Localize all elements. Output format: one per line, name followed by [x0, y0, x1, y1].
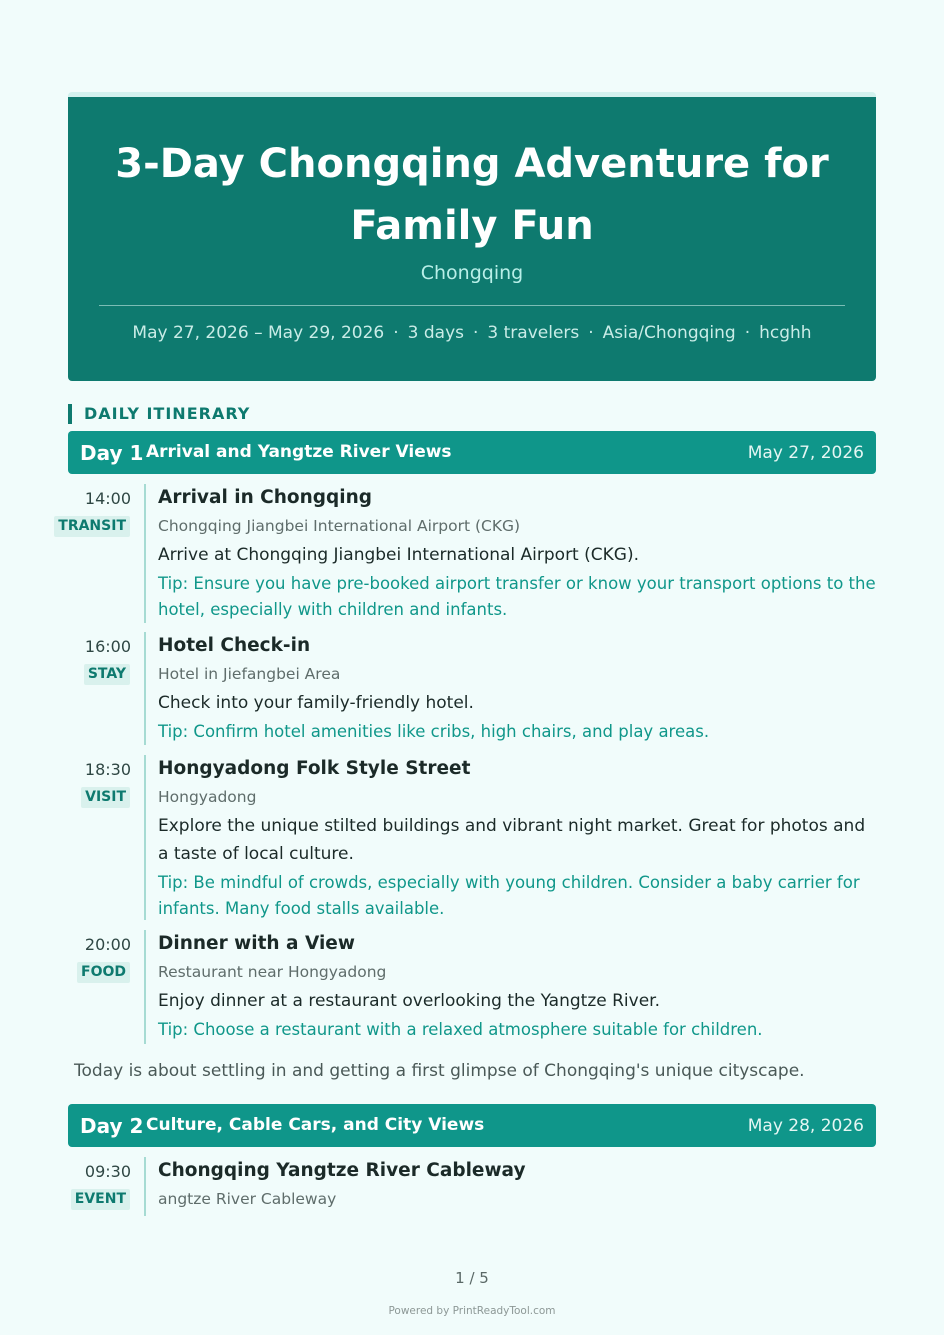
activity-title: Hongyadong Folk Style Street — [158, 758, 471, 779]
activity-tip: Tip: Ensure you have pre-booked airport transfer or know your transport options to the hotel, especially with children and infants. — [158, 574, 876, 619]
trip-travelers: 3 travelers — [487, 323, 580, 343]
trip-author: hcghh — [759, 323, 812, 343]
activity-location: angtze River Cableway — [158, 1190, 337, 1208]
activity-title: Arrival in Chongqing — [158, 487, 373, 508]
meta-separator: · — [744, 323, 751, 343]
day-summary: Today is about settling in and getting a first glimpse of Chongqing's unique cityscape. — [74, 1061, 805, 1081]
activity-tip: Tip: Be mindful of crowds, especially with young children. Consider a baby carrier for infants. Many food stalls available. — [158, 873, 860, 918]
header-divider — [99, 305, 845, 306]
trip-header — [68, 92, 876, 381]
activity-location: Hongyadong — [158, 788, 257, 806]
activity-tip: Tip: Choose a restaurant with a relaxed atmosphere suitable for children. — [158, 1020, 763, 1039]
trip-destination: Chongqing — [420, 262, 524, 284]
timeline-line — [144, 484, 146, 623]
activity-description: Check into your family-friendly hotel. — [158, 693, 474, 713]
activity-time: 16:00 — [84, 637, 131, 656]
section-heading-daily-itinerary: DAILY ITINERARY — [68, 404, 250, 424]
activity-type-badge: STAY — [84, 664, 130, 685]
activity-time: 14:00 — [84, 489, 131, 508]
activity-description: Arrive at Chongqing Jiangbei International Airport (CKG). — [158, 545, 639, 565]
day-date: May 28, 2026 — [747, 1116, 864, 1136]
activity-item — [68, 755, 876, 920]
activity-item — [68, 632, 876, 745]
day-title: Arrival and Yangtze River Views — [146, 442, 452, 462]
meta-separator: · — [588, 323, 594, 343]
page-number: 1 / 5 — [455, 1269, 489, 1287]
meta-separator: · — [473, 323, 479, 343]
activity-time: 18:30 — [84, 760, 131, 779]
trip-title: 3-Day Chongqing Adventure for Family Fun — [115, 141, 829, 249]
timeline-line — [144, 1157, 146, 1216]
activity-time: 09:30 — [84, 1162, 131, 1181]
activity-type-badge: TRANSIT — [54, 516, 130, 537]
activity-item — [68, 1157, 876, 1216]
activity-description: Explore the unique stilted buildings and vibrant night market. Great for photos and a taste of local culture. — [158, 816, 866, 864]
day-header-1 — [68, 431, 876, 474]
activity-title: Hotel Check-in — [158, 635, 311, 656]
trip-timezone: Asia/Chongqing — [602, 323, 736, 343]
activity-time: 20:00 — [84, 935, 131, 954]
day-number: Day 1 — [80, 441, 144, 465]
activity-title: Dinner with a View — [158, 933, 355, 954]
activity-tip: Tip: Confirm hotel amenities like cribs, high chairs, and play areas. — [158, 722, 710, 741]
activity-location: Chongqing Jiangbei International Airport (CKG) — [158, 517, 521, 535]
activity-description: Enjoy dinner at a restaurant overlooking the Yangtze River. — [158, 991, 661, 1011]
trip-duration: 3 days — [407, 323, 464, 343]
timeline-line — [144, 632, 146, 745]
day-date: May 27, 2026 — [747, 443, 864, 463]
activity-type-badge: FOOD — [77, 962, 130, 983]
activity-location: Restaurant near Hongyadong — [158, 963, 387, 981]
activity-item — [58, 484, 876, 623]
day-title: Culture, Cable Cars, and City Views — [146, 1115, 485, 1135]
trip-meta — [68, 321, 876, 345]
activity-location: Hotel in Jiefangbei Area — [158, 665, 341, 683]
activity-type-badge: VISIT — [81, 787, 130, 808]
activity-title: Chongqing Yangtze River Cableway — [158, 1160, 526, 1181]
timeline-line — [144, 930, 146, 1044]
powered-by-link[interactable]: Powered by PrintReadyTool.com — [388, 1305, 556, 1317]
day-number: Day 2 — [80, 1114, 144, 1138]
activity-type-badge: EVENT — [71, 1189, 130, 1210]
timeline-line — [144, 755, 146, 920]
activity-item — [68, 930, 876, 1044]
day-header-2 — [68, 1104, 876, 1147]
trip-dates: May 27, 2026 – May 29, 2026 — [132, 323, 385, 343]
meta-separator: · — [393, 323, 399, 343]
